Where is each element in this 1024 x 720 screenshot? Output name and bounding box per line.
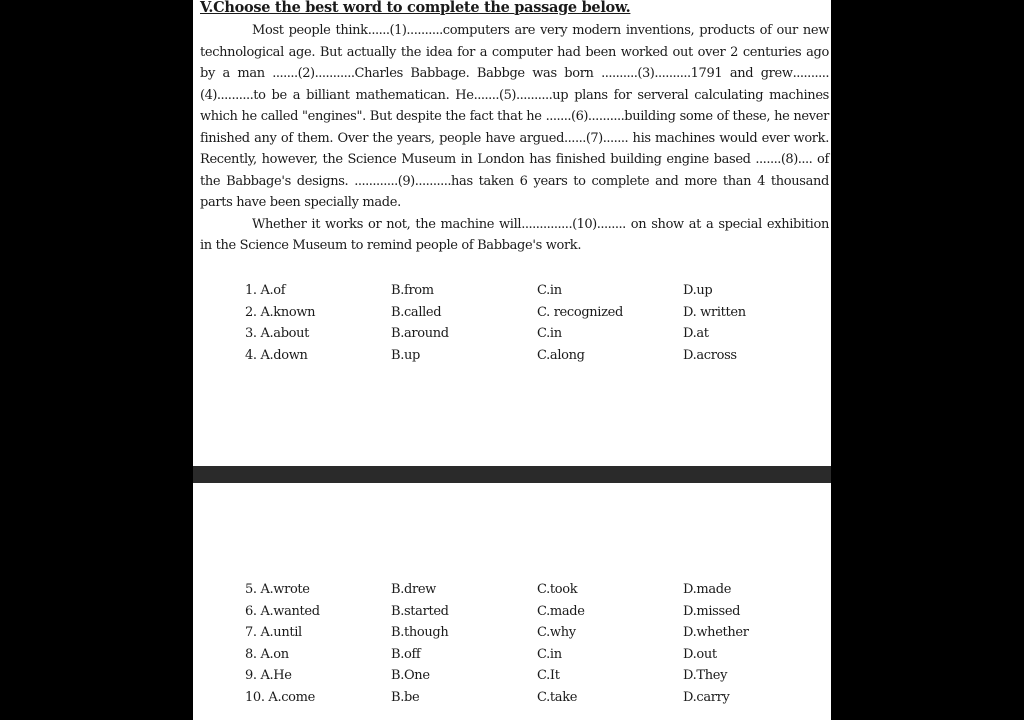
option-6-c: C.made: [537, 603, 585, 619]
blank-3: ..........(3)..........: [601, 66, 691, 81]
option-3-d: D.at: [683, 326, 709, 342]
option-7-b: B.though: [391, 625, 449, 641]
option-row-8: [245, 647, 805, 669]
blank-8: .......(8)....: [755, 152, 813, 167]
option-10-c: C.take: [537, 689, 578, 705]
option-1-d: D.up: [683, 283, 713, 298]
blank-10: ..............(10)........: [521, 216, 626, 232]
option-9-b: B.One: [391, 668, 430, 684]
blank-6: .......(6)..........: [545, 109, 625, 124]
option-10-a: 10. A.come: [245, 689, 315, 705]
option-9-c: C.It: [537, 668, 560, 684]
exercise-heading: V.Choose the best word to complete the passage below.: [200, 0, 631, 16]
option-7-a: 7. A.until: [245, 625, 302, 641]
option-row-10: [245, 690, 805, 712]
option-4-d: D.across: [683, 347, 737, 363]
passage-text: building some of these, he never finished any of them. Over the years, people have argued: [200, 109, 829, 146]
option-2-c: C. recognized: [537, 304, 623, 320]
passage-text: Whether it works or not, the machine will: [252, 216, 522, 232]
option-7-d: D.whether: [683, 625, 749, 641]
option-9-a: 9. A.He: [245, 668, 292, 684]
option-row-1: [245, 283, 805, 305]
blank-4: ..........(4)..........: [200, 66, 829, 103]
option-row-7: [245, 625, 805, 647]
passage-text: to be a billiant mathematican. He: [253, 87, 474, 103]
worksheet: [193, 0, 831, 720]
option-5-b: B.drew: [391, 582, 436, 597]
option-row-2: [245, 305, 805, 327]
option-2-b: B.called: [391, 304, 442, 320]
option-8-c: C.in: [537, 646, 562, 662]
option-2-d: D. written: [683, 304, 746, 320]
passage-text: computers are very modern inventions, products of our new technological age. But actually the idea for a computer had been worked out over 2 centuries ago by a man: [200, 23, 829, 81]
worksheet-page-top: [193, 0, 831, 466]
worksheet-page-bottom: [193, 483, 831, 720]
passage: [200, 20, 829, 257]
blank-1: ......(1)..........: [367, 23, 443, 38]
blank-5: .......(5)..........: [473, 87, 553, 103]
option-row-5: [245, 582, 805, 604]
option-9-d: D.They: [683, 668, 728, 684]
blank-9: ............(9)..........: [354, 173, 452, 189]
blank-2: .......(2)...........: [272, 66, 355, 81]
options-list-5-10: [245, 582, 805, 712]
option-6-d: D.missed: [683, 603, 741, 619]
passage-text: of the Babbage's designs.: [200, 152, 829, 189]
option-row-3: [245, 326, 805, 348]
option-10-d: D.carry: [683, 689, 730, 705]
option-3-c: C.in: [537, 326, 562, 342]
option-row-9: [245, 668, 805, 690]
blank-7: ......(7).......: [564, 130, 629, 146]
passage-text: up plans for serveral calculating machines which he called "engines". But despite the fact that he: [200, 87, 829, 124]
option-row-6: [245, 604, 805, 626]
option-6-a: 6. A.wanted: [245, 603, 320, 619]
option-5-a: 5. A.wrote: [245, 582, 310, 597]
option-1-b: B.from: [391, 283, 434, 298]
option-4-b: B.up: [391, 347, 420, 363]
passage-text: Charles Babbage. Babbge was born: [354, 66, 602, 81]
option-5-c: C.took: [537, 582, 578, 597]
passage-text: his machines would ever work. Recently, however, the Science Museum in London has finished building engine based: [200, 130, 829, 167]
passage-text: 1791 and grew: [690, 66, 793, 81]
option-3-b: B.around: [391, 326, 449, 342]
option-7-c: C.why: [537, 625, 576, 641]
option-10-b: B.be: [391, 689, 420, 705]
option-8-b: B.off: [391, 646, 421, 662]
option-8-d: D.out: [683, 646, 717, 662]
option-1-c: C.in: [537, 283, 562, 298]
passage-text: on show at a special exhibition in the Science Museum to remind people of Babbage's work.: [200, 216, 829, 253]
option-4-a: 4. A.down: [245, 347, 308, 363]
option-2-a: 2. A.known: [245, 304, 316, 320]
passage-paragraph-1: [200, 20, 829, 214]
option-1-a: 1. A.of: [245, 283, 286, 298]
option-5-d: D.made: [683, 582, 732, 597]
passage-text: Most people think: [252, 23, 368, 38]
option-row-4: [245, 348, 805, 370]
option-6-b: B.started: [391, 603, 449, 619]
page-divider: [193, 466, 831, 483]
option-3-a: 3. A.about: [245, 326, 310, 342]
option-8-a: 8. A.on: [245, 646, 289, 662]
options-list-1-4: [245, 283, 805, 369]
passage-paragraph-2: [200, 214, 829, 257]
option-4-c: C.along: [537, 347, 585, 363]
passage-text: has taken 6 years to complete and more than 4 thousand parts have been specially made.: [200, 173, 829, 210]
